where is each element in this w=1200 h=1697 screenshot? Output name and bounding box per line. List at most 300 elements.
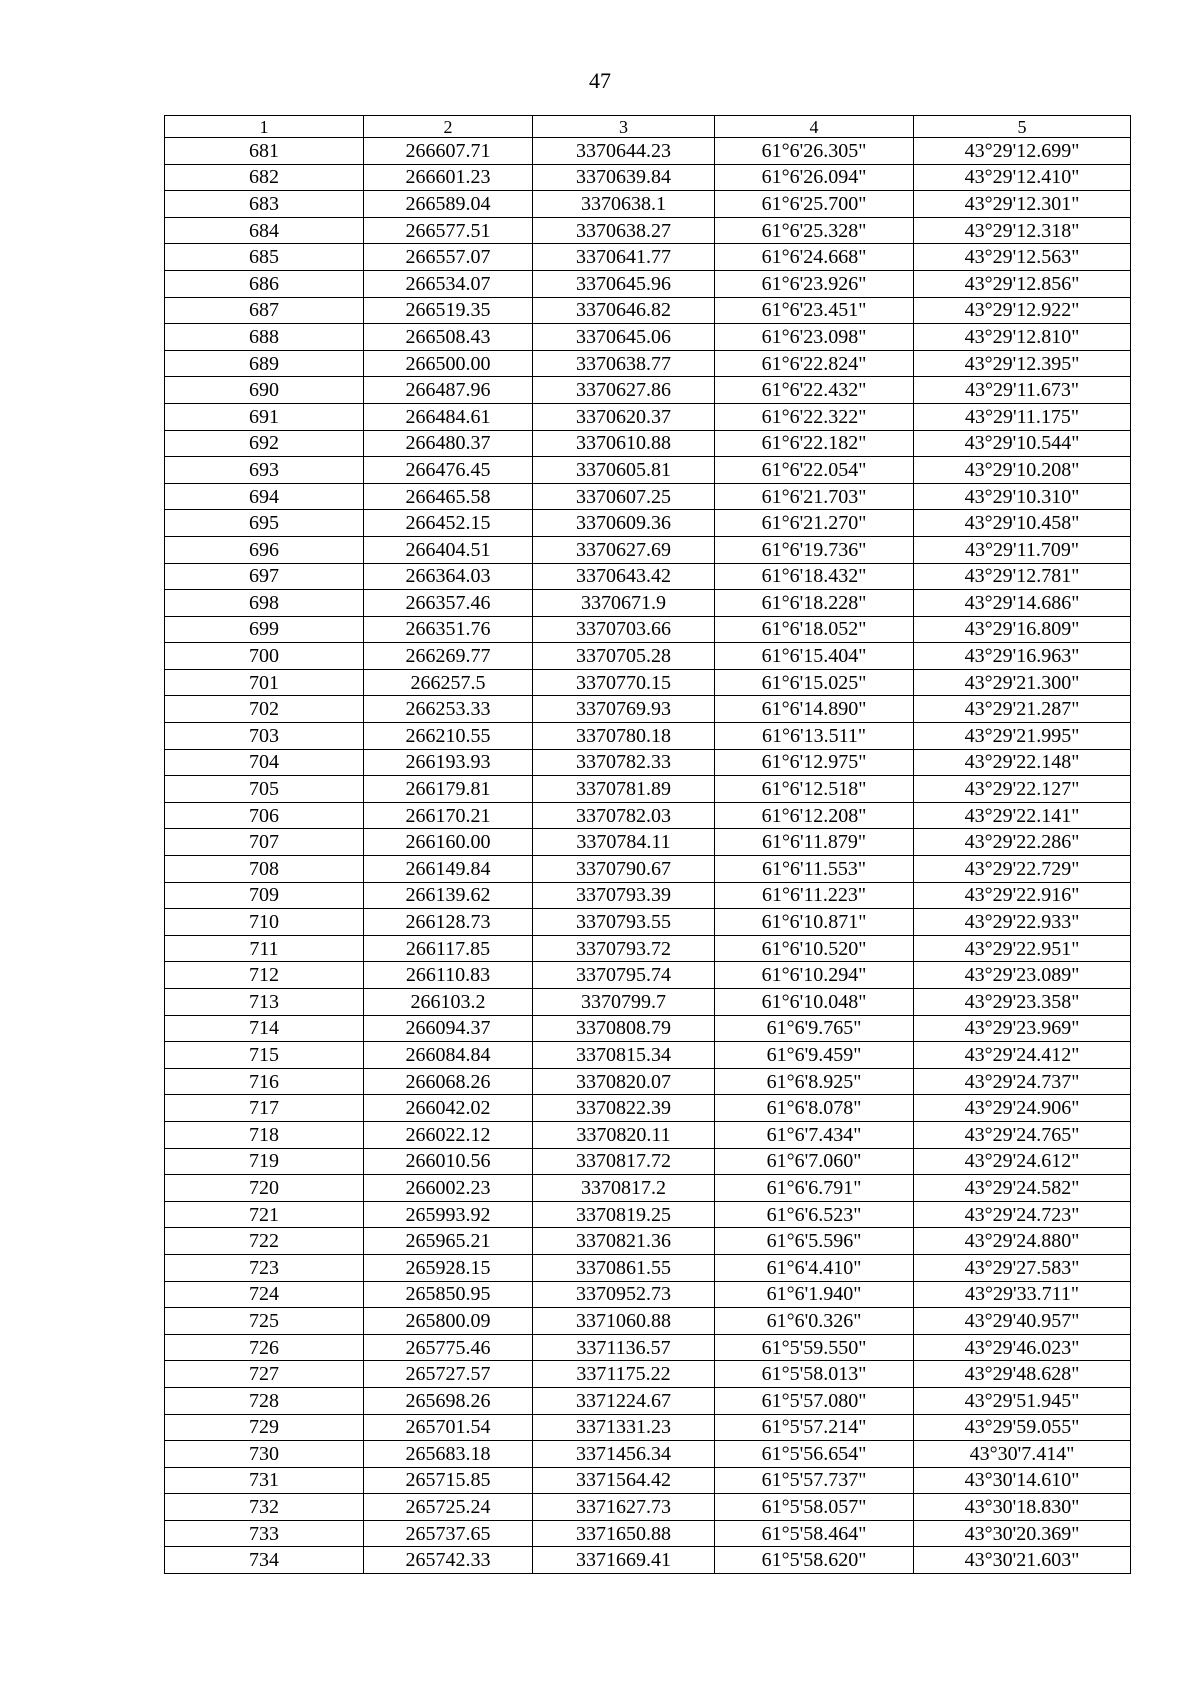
table-row <box>165 270 1131 297</box>
point-number-cell: 730 <box>165 1441 364 1468</box>
y-coordinate-cell: 3371136.57 <box>533 1334 715 1361</box>
latitude-cell: 43°29'10.208" <box>914 457 1131 484</box>
x-coordinate-cell: 266257.5 <box>364 669 533 696</box>
table-row <box>165 1121 1131 1148</box>
table-row <box>165 696 1131 723</box>
x-coordinate-cell: 266351.76 <box>364 616 533 643</box>
y-coordinate-cell: 3370795.74 <box>533 962 715 989</box>
point-number-cell: 710 <box>165 909 364 936</box>
x-coordinate-cell: 266465.58 <box>364 483 533 510</box>
latitude-cell: 43°29'23.969" <box>914 1015 1131 1042</box>
y-coordinate-cell: 3370822.39 <box>533 1095 715 1122</box>
point-number-cell: 682 <box>165 164 364 191</box>
point-number-cell: 707 <box>165 829 364 856</box>
y-coordinate-cell: 3370641.77 <box>533 244 715 271</box>
point-number-cell: 728 <box>165 1387 364 1414</box>
table-row <box>165 1334 1131 1361</box>
longitude-cell: 61°5'58.013" <box>715 1361 914 1388</box>
latitude-cell: 43°29'22.933" <box>914 909 1131 936</box>
longitude-cell: 61°6'18.432" <box>715 563 914 590</box>
latitude-cell: 43°29'12.856" <box>914 270 1131 297</box>
point-number-cell: 694 <box>165 483 364 510</box>
y-coordinate-cell: 3370952.73 <box>533 1281 715 1308</box>
point-number-cell: 697 <box>165 563 364 590</box>
x-coordinate-cell: 265742.33 <box>364 1547 533 1574</box>
table-row <box>165 1441 1131 1468</box>
x-coordinate-cell: 266010.56 <box>364 1148 533 1175</box>
table-row <box>165 1414 1131 1441</box>
longitude-cell: 61°5'58.057" <box>715 1494 914 1521</box>
latitude-cell: 43°29'16.809" <box>914 616 1131 643</box>
x-coordinate-cell: 265928.15 <box>364 1254 533 1281</box>
x-coordinate-cell: 265701.54 <box>364 1414 533 1441</box>
x-coordinate-cell: 266480.37 <box>364 430 533 457</box>
table-row <box>165 1547 1131 1574</box>
longitude-cell: 61°6'1.940" <box>715 1281 914 1308</box>
latitude-cell: 43°29'22.286" <box>914 829 1131 856</box>
point-number-cell: 732 <box>165 1494 364 1521</box>
latitude-cell: 43°29'24.582" <box>914 1175 1131 1202</box>
y-coordinate-cell: 3370645.96 <box>533 270 715 297</box>
x-coordinate-cell: 266110.83 <box>364 962 533 989</box>
y-coordinate-cell: 3371175.22 <box>533 1361 715 1388</box>
table-row <box>165 616 1131 643</box>
point-number-cell: 723 <box>165 1254 364 1281</box>
x-coordinate-cell: 265715.85 <box>364 1467 533 1494</box>
latitude-cell: 43°29'22.141" <box>914 802 1131 829</box>
table-row <box>165 430 1131 457</box>
longitude-cell: 61°6'24.668" <box>715 244 914 271</box>
point-number-cell: 717 <box>165 1095 364 1122</box>
point-number-cell: 708 <box>165 856 364 883</box>
x-coordinate-cell: 266084.84 <box>364 1042 533 1069</box>
point-number-cell: 695 <box>165 510 364 537</box>
x-coordinate-cell: 266508.43 <box>364 324 533 351</box>
latitude-cell: 43°29'46.023" <box>914 1334 1131 1361</box>
table-row <box>165 776 1131 803</box>
x-coordinate-cell: 266487.96 <box>364 377 533 404</box>
point-number-cell: 726 <box>165 1334 364 1361</box>
x-coordinate-cell: 266128.73 <box>364 909 533 936</box>
point-number-cell: 712 <box>165 962 364 989</box>
latitude-cell: 43°29'33.711" <box>914 1281 1131 1308</box>
x-coordinate-cell: 266253.33 <box>364 696 533 723</box>
longitude-cell: 61°6'0.326" <box>715 1308 914 1335</box>
y-coordinate-cell: 3370770.15 <box>533 669 715 696</box>
longitude-cell: 61°5'57.214" <box>715 1414 914 1441</box>
latitude-cell: 43°29'24.880" <box>914 1228 1131 1255</box>
point-number-cell: 706 <box>165 802 364 829</box>
longitude-cell: 61°6'26.094" <box>715 164 914 191</box>
y-coordinate-cell: 3371060.88 <box>533 1308 715 1335</box>
y-coordinate-cell: 3370815.34 <box>533 1042 715 1069</box>
latitude-cell: 43°29'14.686" <box>914 590 1131 617</box>
x-coordinate-cell: 266601.23 <box>364 164 533 191</box>
longitude-cell: 61°6'11.553" <box>715 856 914 883</box>
latitude-cell: 43°29'40.957" <box>914 1308 1131 1335</box>
longitude-cell: 61°6'12.518" <box>715 776 914 803</box>
longitude-cell: 61°6'8.078" <box>715 1095 914 1122</box>
x-coordinate-cell: 266022.12 <box>364 1121 533 1148</box>
longitude-cell: 61°6'22.322" <box>715 403 914 430</box>
table-row <box>165 483 1131 510</box>
latitude-cell: 43°30'14.610" <box>914 1467 1131 1494</box>
table-row <box>165 749 1131 776</box>
y-coordinate-cell: 3370644.23 <box>533 138 715 165</box>
longitude-cell: 61°6'6.523" <box>715 1201 914 1228</box>
y-coordinate-cell: 3370609.36 <box>533 510 715 537</box>
x-coordinate-cell: 265737.65 <box>364 1520 533 1547</box>
point-number-cell: 715 <box>165 1042 364 1069</box>
y-coordinate-cell: 3370645.06 <box>533 324 715 351</box>
table-row <box>165 563 1131 590</box>
x-coordinate-cell: 266160.00 <box>364 829 533 856</box>
x-coordinate-cell: 266476.45 <box>364 457 533 484</box>
latitude-cell: 43°29'12.395" <box>914 350 1131 377</box>
longitude-cell: 61°6'26.305" <box>715 138 914 165</box>
longitude-cell: 61°5'58.620" <box>715 1547 914 1574</box>
y-coordinate-cell: 3370799.7 <box>533 989 715 1016</box>
longitude-cell: 61°5'58.464" <box>715 1520 914 1547</box>
x-coordinate-cell: 266557.07 <box>364 244 533 271</box>
longitude-cell: 61°6'15.404" <box>715 643 914 670</box>
point-number-cell: 688 <box>165 324 364 351</box>
point-number-cell: 685 <box>165 244 364 271</box>
longitude-cell: 61°6'14.890" <box>715 696 914 723</box>
table-row <box>165 802 1131 829</box>
x-coordinate-cell: 266577.51 <box>364 217 533 244</box>
x-coordinate-cell: 265775.46 <box>364 1334 533 1361</box>
longitude-cell: 61°6'5.596" <box>715 1228 914 1255</box>
point-number-cell: 681 <box>165 138 364 165</box>
y-coordinate-cell: 3370605.81 <box>533 457 715 484</box>
latitude-cell: 43°29'24.612" <box>914 1148 1131 1175</box>
longitude-cell: 61°6'22.824" <box>715 350 914 377</box>
table-row <box>165 217 1131 244</box>
latitude-cell: 43°29'24.737" <box>914 1068 1131 1095</box>
latitude-cell: 43°29'24.412" <box>914 1042 1131 1069</box>
table-row <box>165 989 1131 1016</box>
x-coordinate-cell: 265698.26 <box>364 1387 533 1414</box>
table-row <box>165 1175 1131 1202</box>
table-row <box>165 829 1131 856</box>
x-coordinate-cell: 266103.2 <box>364 989 533 1016</box>
table-row <box>165 909 1131 936</box>
latitude-cell: 43°29'11.175" <box>914 403 1131 430</box>
column-header-4: 4 <box>715 116 914 138</box>
latitude-cell: 43°29'12.810" <box>914 324 1131 351</box>
y-coordinate-cell: 3370820.07 <box>533 1068 715 1095</box>
point-number-cell: 684 <box>165 217 364 244</box>
point-number-cell: 716 <box>165 1068 364 1095</box>
latitude-cell: 43°29'21.287" <box>914 696 1131 723</box>
table-row <box>165 510 1131 537</box>
latitude-cell: 43°29'12.563" <box>914 244 1131 271</box>
x-coordinate-cell: 265850.95 <box>364 1281 533 1308</box>
y-coordinate-cell: 3370861.55 <box>533 1254 715 1281</box>
y-coordinate-cell: 3370620.37 <box>533 403 715 430</box>
y-coordinate-cell: 3370784.11 <box>533 829 715 856</box>
point-number-cell: 727 <box>165 1361 364 1388</box>
longitude-cell: 61°6'25.328" <box>715 217 914 244</box>
x-coordinate-cell: 266170.21 <box>364 802 533 829</box>
point-number-cell: 691 <box>165 403 364 430</box>
coordinates-table <box>164 115 1131 1574</box>
x-coordinate-cell: 265965.21 <box>364 1228 533 1255</box>
longitude-cell: 61°6'18.052" <box>715 616 914 643</box>
latitude-cell: 43°29'10.544" <box>914 430 1131 457</box>
longitude-cell: 61°6'10.871" <box>715 909 914 936</box>
y-coordinate-cell: 3371650.88 <box>533 1520 715 1547</box>
longitude-cell: 61°6'9.459" <box>715 1042 914 1069</box>
y-coordinate-cell: 3371224.67 <box>533 1387 715 1414</box>
y-coordinate-cell: 3371627.73 <box>533 1494 715 1521</box>
table-body <box>165 138 1131 1574</box>
longitude-cell: 61°6'12.975" <box>715 749 914 776</box>
latitude-cell: 43°30'7.414" <box>914 1441 1131 1468</box>
point-number-cell: 703 <box>165 723 364 750</box>
y-coordinate-cell: 3370790.67 <box>533 856 715 883</box>
longitude-cell: 61°6'13.511" <box>715 723 914 750</box>
y-coordinate-cell: 3370638.27 <box>533 217 715 244</box>
x-coordinate-cell: 266117.85 <box>364 935 533 962</box>
point-number-cell: 713 <box>165 989 364 1016</box>
column-header-1: 1 <box>165 116 364 138</box>
table-row <box>165 882 1131 909</box>
longitude-cell: 61°6'23.926" <box>715 270 914 297</box>
table-row <box>165 590 1131 617</box>
x-coordinate-cell: 265683.18 <box>364 1441 533 1468</box>
y-coordinate-cell: 3370671.9 <box>533 590 715 617</box>
table-row <box>165 1015 1131 1042</box>
longitude-cell: 61°5'57.080" <box>715 1387 914 1414</box>
point-number-cell: 692 <box>165 430 364 457</box>
table-row <box>165 935 1131 962</box>
table-row <box>165 723 1131 750</box>
x-coordinate-cell: 266193.93 <box>364 749 533 776</box>
y-coordinate-cell: 3370782.03 <box>533 802 715 829</box>
point-number-cell: 729 <box>165 1414 364 1441</box>
latitude-cell: 43°29'12.410" <box>914 164 1131 191</box>
latitude-cell: 43°29'59.055" <box>914 1414 1131 1441</box>
table-row <box>165 403 1131 430</box>
longitude-cell: 61°6'18.228" <box>715 590 914 617</box>
y-coordinate-cell: 3370646.82 <box>533 297 715 324</box>
point-number-cell: 725 <box>165 1308 364 1335</box>
table-row <box>165 1308 1131 1335</box>
point-number-cell: 724 <box>165 1281 364 1308</box>
latitude-cell: 43°29'23.358" <box>914 989 1131 1016</box>
x-coordinate-cell: 266484.61 <box>364 403 533 430</box>
longitude-cell: 61°6'21.270" <box>715 510 914 537</box>
y-coordinate-cell: 3370819.25 <box>533 1201 715 1228</box>
table-header <box>165 116 1131 138</box>
table-row <box>165 1494 1131 1521</box>
table-row <box>165 324 1131 351</box>
y-coordinate-cell: 3370705.28 <box>533 643 715 670</box>
latitude-cell: 43°29'23.089" <box>914 962 1131 989</box>
longitude-cell: 61°6'10.520" <box>715 935 914 962</box>
point-number-cell: 686 <box>165 270 364 297</box>
point-number-cell: 689 <box>165 350 364 377</box>
x-coordinate-cell: 266149.84 <box>364 856 533 883</box>
x-coordinate-cell: 266139.62 <box>364 882 533 909</box>
table-row <box>165 1520 1131 1547</box>
y-coordinate-cell: 3370817.2 <box>533 1175 715 1202</box>
latitude-cell: 43°30'20.369" <box>914 1520 1131 1547</box>
y-coordinate-cell: 3370808.79 <box>533 1015 715 1042</box>
point-number-cell: 700 <box>165 643 364 670</box>
point-number-cell: 714 <box>165 1015 364 1042</box>
table-row <box>165 1068 1131 1095</box>
longitude-cell: 61°6'12.208" <box>715 802 914 829</box>
point-number-cell: 704 <box>165 749 364 776</box>
table-row <box>165 1387 1131 1414</box>
page-number: 47 <box>589 68 611 93</box>
table-row <box>165 457 1131 484</box>
y-coordinate-cell: 3370607.25 <box>533 483 715 510</box>
x-coordinate-cell: 266042.02 <box>364 1095 533 1122</box>
table-row <box>165 191 1131 218</box>
longitude-cell: 61°6'21.703" <box>715 483 914 510</box>
point-number-cell: 693 <box>165 457 364 484</box>
y-coordinate-cell: 3370780.18 <box>533 723 715 750</box>
table-row <box>165 962 1131 989</box>
point-number-cell: 701 <box>165 669 364 696</box>
latitude-cell: 43°30'18.830" <box>914 1494 1131 1521</box>
y-coordinate-cell: 3371669.41 <box>533 1547 715 1574</box>
point-number-cell: 720 <box>165 1175 364 1202</box>
table-row <box>165 138 1131 165</box>
point-number-cell: 683 <box>165 191 364 218</box>
y-coordinate-cell: 3370643.42 <box>533 563 715 590</box>
latitude-cell: 43°29'24.906" <box>914 1095 1131 1122</box>
table-row <box>165 164 1131 191</box>
point-number-cell: 702 <box>165 696 364 723</box>
longitude-cell: 61°6'22.054" <box>715 457 914 484</box>
latitude-cell: 43°29'22.148" <box>914 749 1131 776</box>
latitude-cell: 43°29'51.945" <box>914 1387 1131 1414</box>
latitude-cell: 43°29'22.916" <box>914 882 1131 909</box>
table-row <box>165 297 1131 324</box>
y-coordinate-cell: 3370627.69 <box>533 536 715 563</box>
point-number-cell: 734 <box>165 1547 364 1574</box>
table-row <box>165 1361 1131 1388</box>
latitude-cell: 43°29'22.127" <box>914 776 1131 803</box>
latitude-cell: 43°29'12.922" <box>914 297 1131 324</box>
x-coordinate-cell: 265993.92 <box>364 1201 533 1228</box>
longitude-cell: 61°6'22.182" <box>715 430 914 457</box>
y-coordinate-cell: 3370638.1 <box>533 191 715 218</box>
latitude-cell: 43°29'27.583" <box>914 1254 1131 1281</box>
longitude-cell: 61°5'59.550" <box>715 1334 914 1361</box>
x-coordinate-cell: 266500.00 <box>364 350 533 377</box>
latitude-cell: 43°29'12.318" <box>914 217 1131 244</box>
point-number-cell: 699 <box>165 616 364 643</box>
point-number-cell: 705 <box>165 776 364 803</box>
latitude-cell: 43°29'12.301" <box>914 191 1131 218</box>
y-coordinate-cell: 3370781.89 <box>533 776 715 803</box>
x-coordinate-cell: 266210.55 <box>364 723 533 750</box>
latitude-cell: 43°29'22.951" <box>914 935 1131 962</box>
x-coordinate-cell: 265725.24 <box>364 1494 533 1521</box>
latitude-cell: 43°29'22.729" <box>914 856 1131 883</box>
longitude-cell: 61°6'9.765" <box>715 1015 914 1042</box>
latitude-cell: 43°29'21.300" <box>914 669 1131 696</box>
x-coordinate-cell: 266357.46 <box>364 590 533 617</box>
latitude-cell: 43°29'12.781" <box>914 563 1131 590</box>
table-row <box>165 1281 1131 1308</box>
x-coordinate-cell: 266589.04 <box>364 191 533 218</box>
longitude-cell: 61°5'57.737" <box>715 1467 914 1494</box>
x-coordinate-cell: 266094.37 <box>364 1015 533 1042</box>
x-coordinate-cell: 266068.26 <box>364 1068 533 1095</box>
header-row <box>165 116 1131 138</box>
table-row <box>165 643 1131 670</box>
column-header-3: 3 <box>533 116 715 138</box>
y-coordinate-cell: 3370793.72 <box>533 935 715 962</box>
table-row <box>165 856 1131 883</box>
point-number-cell: 721 <box>165 1201 364 1228</box>
column-header-5: 5 <box>914 116 1131 138</box>
point-number-cell: 722 <box>165 1228 364 1255</box>
latitude-cell: 43°29'11.673" <box>914 377 1131 404</box>
point-number-cell: 719 <box>165 1148 364 1175</box>
y-coordinate-cell: 3371331.23 <box>533 1414 715 1441</box>
x-coordinate-cell: 266452.15 <box>364 510 533 537</box>
longitude-cell: 61°6'23.098" <box>715 324 914 351</box>
y-coordinate-cell: 3370821.36 <box>533 1228 715 1255</box>
x-coordinate-cell: 266002.23 <box>364 1175 533 1202</box>
point-number-cell: 718 <box>165 1121 364 1148</box>
table-row <box>165 669 1131 696</box>
table-row <box>165 1228 1131 1255</box>
y-coordinate-cell: 3370639.84 <box>533 164 715 191</box>
y-coordinate-cell: 3370782.33 <box>533 749 715 776</box>
point-number-cell: 711 <box>165 935 364 962</box>
point-number-cell: 733 <box>165 1520 364 1547</box>
latitude-cell: 43°29'12.699" <box>914 138 1131 165</box>
latitude-cell: 43°29'16.963" <box>914 643 1131 670</box>
longitude-cell: 61°6'4.410" <box>715 1254 914 1281</box>
x-coordinate-cell: 266269.77 <box>364 643 533 670</box>
latitude-cell: 43°29'10.458" <box>914 510 1131 537</box>
y-coordinate-cell: 3371456.34 <box>533 1441 715 1468</box>
latitude-cell: 43°29'48.628" <box>914 1361 1131 1388</box>
x-coordinate-cell: 266364.03 <box>364 563 533 590</box>
longitude-cell: 61°6'19.736" <box>715 536 914 563</box>
table-row <box>165 244 1131 271</box>
table-row <box>165 1467 1131 1494</box>
table-row <box>165 536 1131 563</box>
y-coordinate-cell: 3370627.86 <box>533 377 715 404</box>
longitude-cell: 61°6'7.434" <box>715 1121 914 1148</box>
longitude-cell: 61°5'56.654" <box>715 1441 914 1468</box>
y-coordinate-cell: 3370769.93 <box>533 696 715 723</box>
x-coordinate-cell: 266534.07 <box>364 270 533 297</box>
y-coordinate-cell: 3370638.77 <box>533 350 715 377</box>
x-coordinate-cell: 266179.81 <box>364 776 533 803</box>
y-coordinate-cell: 3370703.66 <box>533 616 715 643</box>
longitude-cell: 61°6'15.025" <box>715 669 914 696</box>
longitude-cell: 61°6'7.060" <box>715 1148 914 1175</box>
x-coordinate-cell: 266519.35 <box>364 297 533 324</box>
y-coordinate-cell: 3370817.72 <box>533 1148 715 1175</box>
longitude-cell: 61°6'10.048" <box>715 989 914 1016</box>
x-coordinate-cell: 266607.71 <box>364 138 533 165</box>
table-row <box>165 1254 1131 1281</box>
longitude-cell: 61°6'11.223" <box>715 882 914 909</box>
